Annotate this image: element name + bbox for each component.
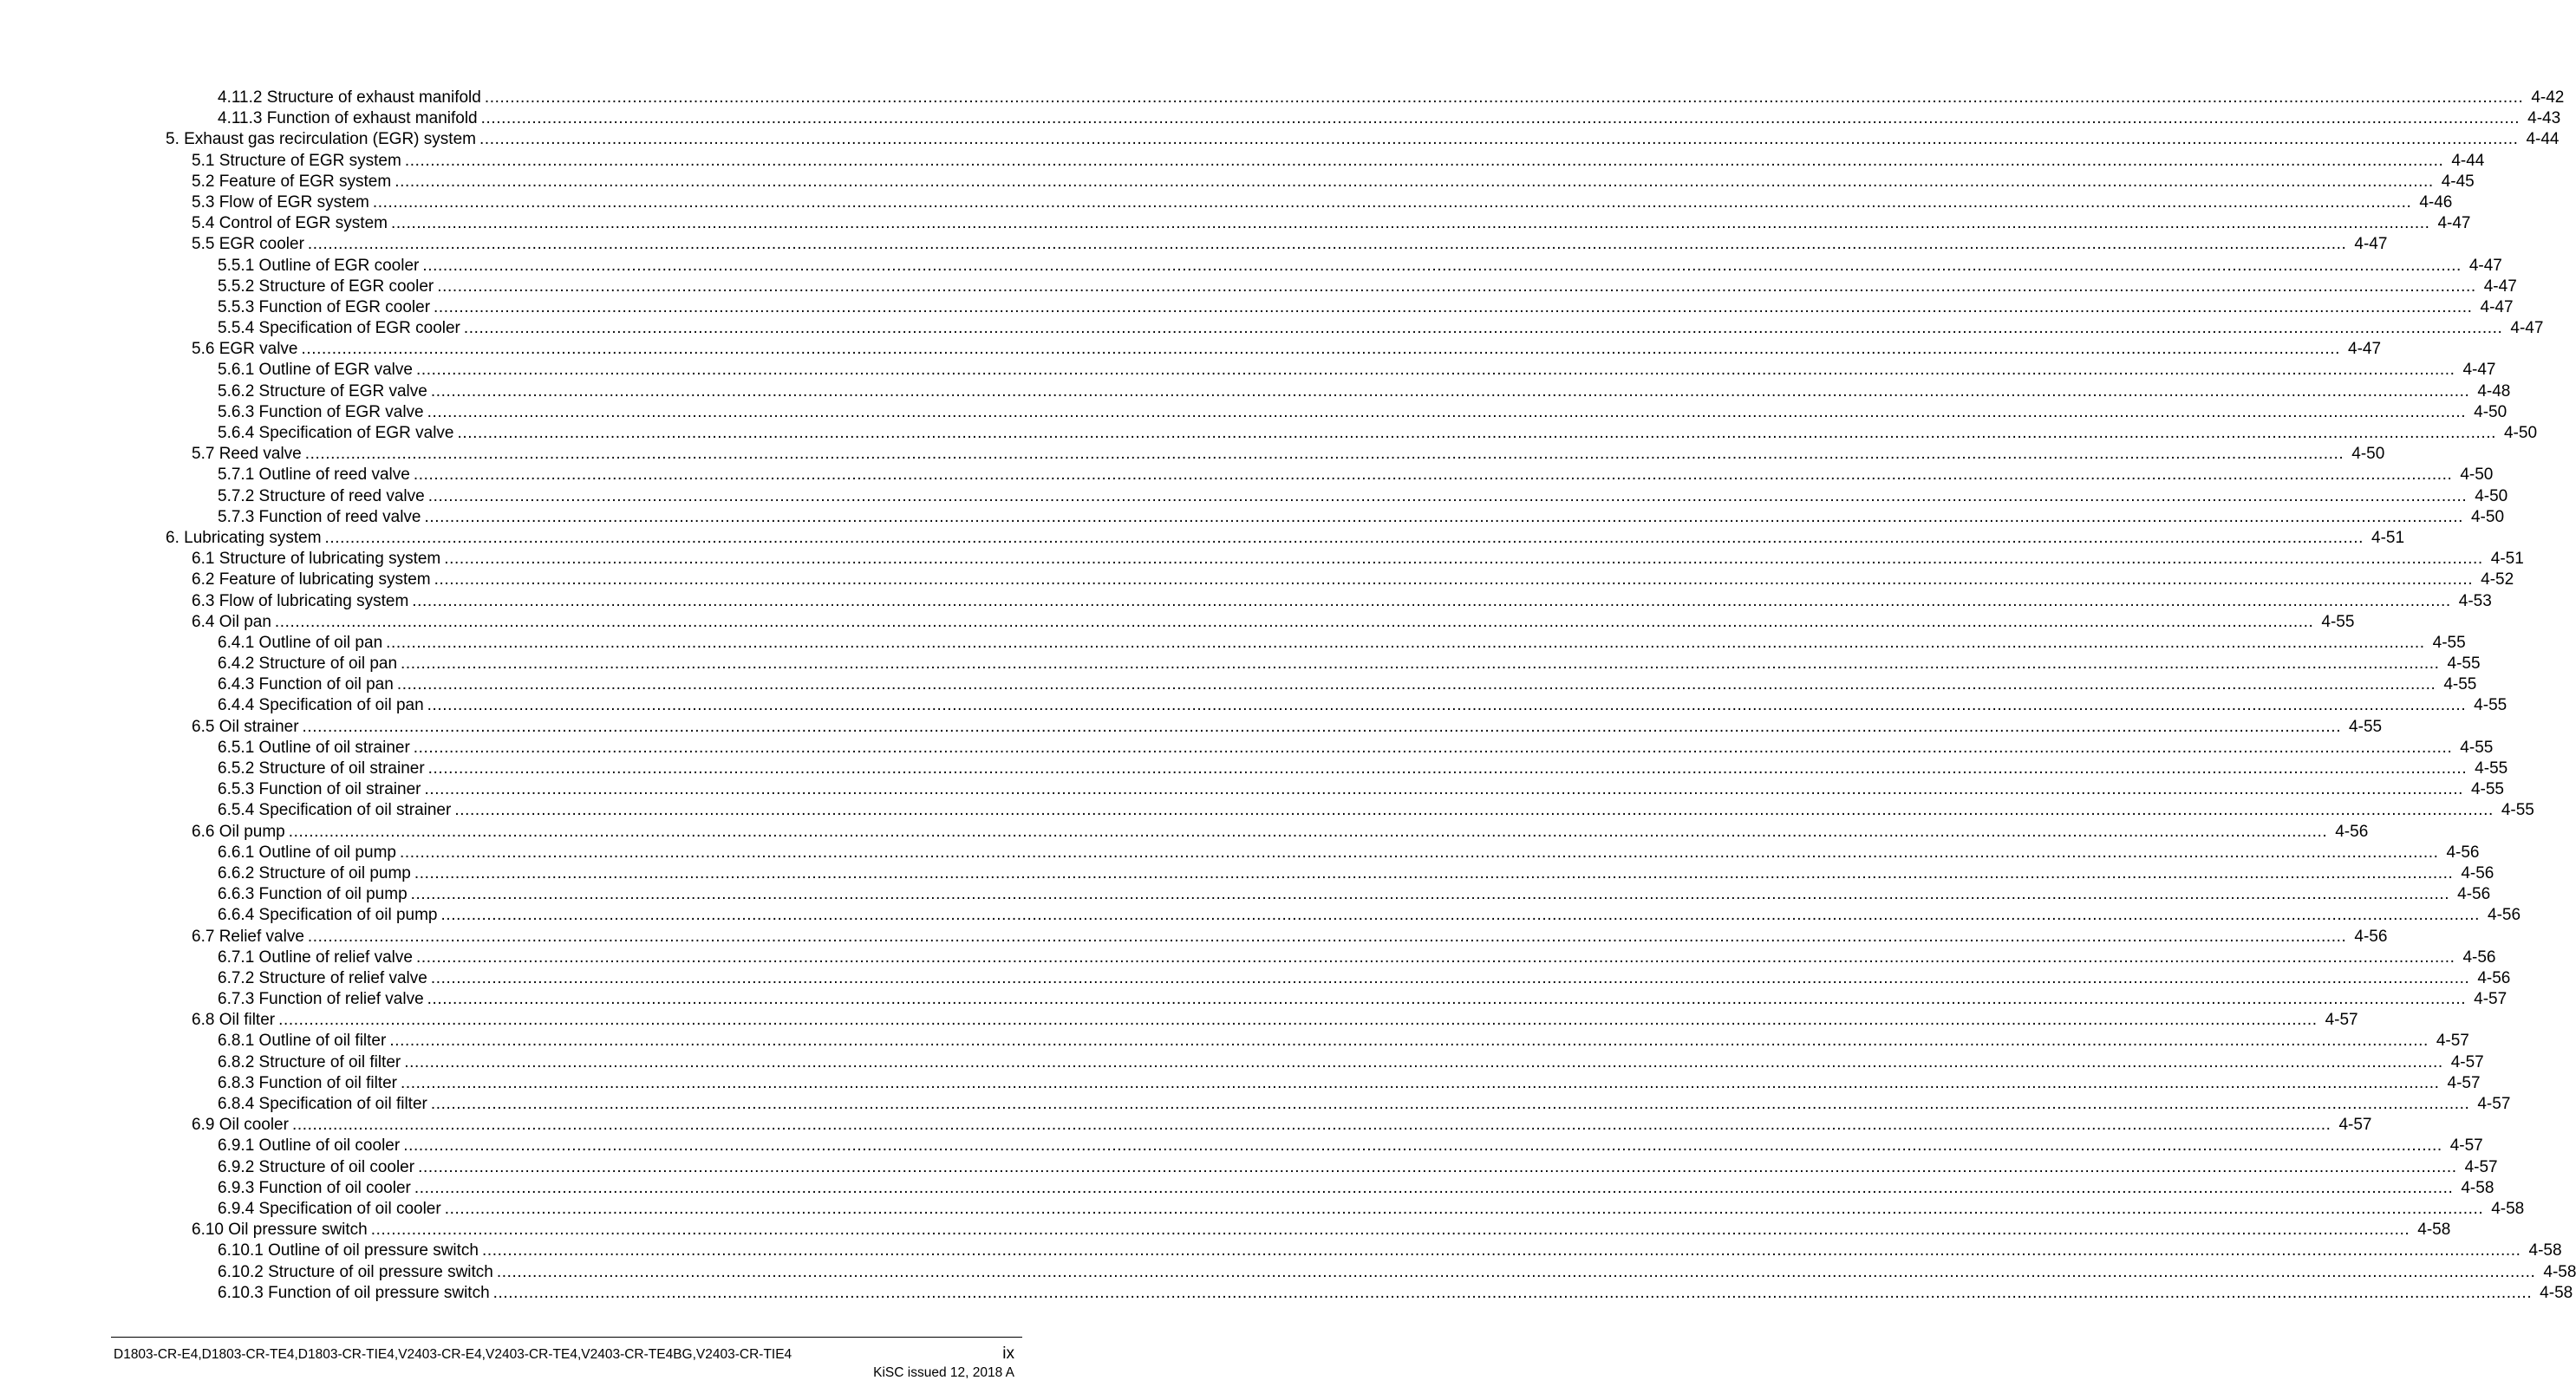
footer-issue-note: KiSC issued 12, 2018 A bbox=[873, 1365, 1014, 1380]
toc-entry-title: 6.6.2 Structure of oil pump bbox=[218, 863, 411, 882]
toc-entry-page: 4-47 bbox=[2348, 340, 2382, 359]
toc-dot-leader: ................................................................................................................................................................................................................................................................................................................................................................................................................ bbox=[386, 633, 2425, 652]
toc-entry-page: 4-56 bbox=[2457, 885, 2491, 904]
toc-entry-page: 4-57 bbox=[2450, 1052, 2484, 1071]
toc-entry[interactable] bbox=[0, 695, 2508, 716]
toc-dot-leader: ................................................................................................................................................................................................................................................................................................................................................................................................................ bbox=[399, 843, 2439, 862]
toc-entry-title: 5.3 Flow of EGR system bbox=[192, 192, 369, 212]
toc-entry-page: 4-50 bbox=[2475, 486, 2508, 505]
toc-dot-leader: ................................................................................................................................................................................................................................................................................................................................................................................................................ bbox=[278, 1011, 2318, 1030]
toc-entry-page: 4-58 bbox=[2491, 1199, 2525, 1218]
toc-entry[interactable] bbox=[0, 905, 2521, 926]
toc-entry-page: 4-55 bbox=[2460, 738, 2494, 757]
toc-dot-leader: ................................................................................................................................................................................................................................................................................................................................................................................................................ bbox=[401, 654, 2440, 674]
toc-entry[interactable] bbox=[0, 360, 2496, 381]
toc-dot-leader: ................................................................................................................................................................................................................................................................................................................................................................................................................ bbox=[427, 696, 2467, 715]
toc-entry[interactable] bbox=[0, 1220, 2451, 1240]
toc-entry-title: 6.5 Oil strainer bbox=[192, 717, 299, 736]
toc-dot-leader: ................................................................................................................................................................................................................................................................................................................................................................................................................ bbox=[414, 1178, 2454, 1197]
toc-entry-title: 5.7.2 Structure of reed valve bbox=[218, 486, 425, 505]
toc-entry[interactable] bbox=[0, 968, 2511, 989]
toc-entry-title: 6.1 Structure of lubricating system bbox=[192, 550, 441, 569]
toc-dot-leader: ................................................................................................................................................................................................................................................................................................................................................................................................................ bbox=[492, 1283, 2533, 1302]
toc-entry-title: 5.1 Structure of EGR system bbox=[192, 151, 401, 170]
toc-entry-page: 4-56 bbox=[2462, 947, 2496, 967]
toc-entry[interactable] bbox=[0, 843, 2480, 863]
toc-entry[interactable] bbox=[0, 1010, 2358, 1031]
toc-entry-page: 4-58 bbox=[2543, 1262, 2576, 1281]
toc-dot-leader: ................................................................................................................................................................................................................................................................................................................................................................................................................ bbox=[482, 1241, 2521, 1260]
toc-dot-leader: ................................................................................................................................................................................................................................................................................................................................................................................................................ bbox=[496, 1262, 2536, 1281]
toc-entry-title: 5.7 Reed valve bbox=[192, 445, 302, 464]
toc-entry-page: 4-50 bbox=[2460, 466, 2494, 485]
toc-entry[interactable] bbox=[0, 591, 2492, 612]
toc-entry[interactable] bbox=[0, 1094, 2511, 1115]
toc-entry[interactable] bbox=[0, 444, 2385, 465]
toc-entry[interactable] bbox=[0, 172, 2475, 192]
toc-dot-leader: ................................................................................................................................................................................................................................................................................................................................................................................................................ bbox=[454, 801, 2494, 820]
toc-entry-title: 5.2 Feature of EGR system bbox=[192, 172, 392, 191]
footer-divider bbox=[111, 1337, 1022, 1338]
toc-entry-page: 4-55 bbox=[2501, 801, 2534, 820]
toc-entry-page: 4-56 bbox=[2446, 843, 2480, 862]
toc-entry-page: 4-44 bbox=[2526, 130, 2560, 149]
toc-entry-page: 4-52 bbox=[2481, 570, 2514, 589]
toc-dot-leader: ................................................................................................................................................................................................................................................................................................................................................................................................................ bbox=[324, 528, 2364, 547]
toc-dot-leader: ................................................................................................................................................................................................................................................................................................................................................................................................................ bbox=[479, 130, 2519, 149]
toc-dot-leader: ................................................................................................................................................................................................................................................................................................................................................................................................................ bbox=[480, 109, 2521, 128]
toc-entry-title: 5.6.4 Specification of EGR valve bbox=[218, 424, 454, 442]
toc-entry[interactable] bbox=[0, 1073, 2481, 1094]
toc-entry-title: 6.4.4 Specification of oil pan bbox=[218, 696, 424, 715]
toc-entry[interactable] bbox=[0, 1136, 2483, 1156]
toc-entry-title: 6.5.4 Specification of oil strainer bbox=[218, 801, 452, 820]
toc-dot-leader: ................................................................................................................................................................................................................................................................................................................................................................................................................ bbox=[396, 675, 2436, 694]
toc-entry-page: 4-47 bbox=[2437, 214, 2471, 233]
toc-entry[interactable] bbox=[0, 256, 2502, 277]
toc-entry-title: 6.9 Oil cooler bbox=[192, 1116, 289, 1135]
toc-entry-title: 5.5 EGR cooler bbox=[192, 235, 304, 254]
toc-entry-page: 4-50 bbox=[2503, 424, 2538, 442]
toc-entry[interactable] bbox=[0, 318, 2544, 339]
toc-entry[interactable] bbox=[0, 1052, 2484, 1073]
toc-entry-page: 4-50 bbox=[2470, 507, 2505, 526]
footer-page-number: ix bbox=[1002, 1345, 1014, 1363]
toc-entry[interactable] bbox=[0, 822, 2369, 843]
toc-dot-leader: ................................................................................................................................................................................................................................................................................................................................................................................................................ bbox=[424, 780, 2463, 799]
toc-entry-page: 4-55 bbox=[2432, 633, 2466, 652]
toc-dot-leader: ................................................................................................................................................................................................................................................................................................................................................................................................................ bbox=[484, 88, 2524, 107]
toc-entry-page: 4-48 bbox=[2477, 381, 2511, 400]
toc-entry-title: 6.6 Oil pump bbox=[192, 822, 285, 841]
toc-dot-leader: ................................................................................................................................................................................................................................................................................................................................................................................................................ bbox=[424, 507, 2464, 526]
toc-entry-title: 5.6.3 Function of EGR valve bbox=[218, 402, 424, 421]
toc-entry-title: 6.9.1 Outline of oil cooler bbox=[218, 1136, 401, 1156]
toc-entry-title: 6.8 Oil filter bbox=[192, 1011, 276, 1030]
toc-dot-leader: ................................................................................................................................................................................................................................................................................................................................................................................................................ bbox=[302, 717, 2342, 736]
toc-dot-leader: ................................................................................................................................................................................................................................................................................................................................................................................................................ bbox=[410, 885, 2450, 904]
toc-entry[interactable] bbox=[0, 927, 2388, 947]
toc-entry-page: 4-58 bbox=[2528, 1241, 2562, 1260]
toc-entry-title: 4.11.2 Structure of exhaust manifold bbox=[218, 88, 481, 107]
toc-entry[interactable] bbox=[0, 1262, 2576, 1283]
toc-entry[interactable] bbox=[0, 1199, 2525, 1220]
toc-dot-leader: ................................................................................................................................................................................................................................................................................................................................................................................................................ bbox=[422, 256, 2462, 275]
toc-entry-page: 4-57 bbox=[2436, 1032, 2469, 1051]
toc-dot-leader: ................................................................................................................................................................................................................................................................................................................................................................................................................ bbox=[427, 402, 2467, 421]
toc-entry[interactable] bbox=[0, 1157, 2498, 1178]
toc-entry-page: 4-57 bbox=[2449, 1136, 2483, 1156]
toc-entry[interactable] bbox=[0, 863, 2494, 884]
toc-entry[interactable] bbox=[0, 486, 2508, 507]
toc-entry-title: 6.7 Relief valve bbox=[192, 927, 304, 946]
toc-entry[interactable] bbox=[0, 800, 2534, 821]
toc-entry[interactable] bbox=[0, 381, 2511, 402]
toc-entry-page: 4-50 bbox=[2474, 402, 2508, 421]
toc-dot-leader: ................................................................................................................................................................................................................................................................................................................................................................................................................ bbox=[304, 445, 2344, 464]
toc-entry-title: 5. Exhaust gas recirculation (EGR) system bbox=[166, 130, 476, 149]
toc-entry-page: 4-56 bbox=[2461, 863, 2494, 882]
toc-entry[interactable] bbox=[0, 192, 2453, 213]
toc-entry-page: 4-43 bbox=[2527, 109, 2561, 128]
toc-entry-title: 6.2 Feature of lubricating system bbox=[192, 570, 431, 589]
toc-entry-title: 5.6 EGR valve bbox=[192, 340, 298, 359]
toc-dot-leader: ................................................................................................................................................................................................................................................................................................................................................................................................................ bbox=[414, 863, 2454, 882]
toc-entry-title: 5.6.2 Structure of EGR valve bbox=[218, 381, 427, 400]
toc-dot-leader: ................................................................................................................................................................................................................................................................................................................................................................................................................ bbox=[430, 968, 2470, 987]
toc-entry-title: 6.7.3 Function of relief valve bbox=[218, 990, 424, 1009]
toc-entry-title: 6.5.3 Function of oil strainer bbox=[218, 780, 421, 799]
toc-entry-page: 4-55 bbox=[2475, 759, 2508, 778]
toc-entry-title: 6.10.2 Structure of oil pressure switch bbox=[218, 1262, 493, 1281]
toc-dot-leader: ................................................................................................................................................................................................................................................................................................................................................................................................................ bbox=[404, 1052, 2443, 1071]
toc-entry-title: 6.10 Oil pressure switch bbox=[192, 1221, 368, 1240]
toc-entry-title: 6.8.2 Structure of oil filter bbox=[218, 1052, 401, 1071]
toc-entry-page: 4-47 bbox=[2354, 235, 2388, 254]
toc-dot-leader: ................................................................................................................................................................................................................................................................................................................................................................................................................ bbox=[390, 214, 2430, 233]
toc-dot-leader: ................................................................................................................................................................................................................................................................................................................................................................................................................ bbox=[444, 1199, 2484, 1218]
toc-entry[interactable] bbox=[0, 884, 2491, 905]
toc-entry-page: 4-58 bbox=[2417, 1221, 2451, 1240]
toc-entry[interactable] bbox=[0, 549, 2524, 570]
toc-dot-leader: ................................................................................................................................................................................................................................................................................................................................................................................................................ bbox=[430, 381, 2470, 400]
toc-entry-title: 6.6.4 Specification of oil pump bbox=[218, 906, 438, 925]
toc-entry-page: 4-53 bbox=[2458, 591, 2492, 610]
toc-dot-leader: ................................................................................................................................................................................................................................................................................................................................................................................................................ bbox=[291, 1116, 2331, 1135]
toc-dot-leader: ................................................................................................................................................................................................................................................................................................................................................................................................................ bbox=[444, 550, 2483, 569]
toc-entry[interactable] bbox=[0, 277, 2517, 297]
toc-entry[interactable] bbox=[0, 947, 2496, 968]
toc-entry-page: 4-57 bbox=[2338, 1116, 2372, 1135]
toc-entry[interactable] bbox=[0, 1240, 2562, 1261]
toc-dot-leader: ................................................................................................................................................................................................................................................................................................................................................................................................................ bbox=[274, 612, 2314, 631]
toc-entry[interactable] bbox=[0, 674, 2477, 695]
toc-entry-title: 6.5.2 Structure of oil strainer bbox=[218, 759, 425, 778]
toc-entry-page: 4-57 bbox=[2477, 1095, 2511, 1113]
toc-entry[interactable] bbox=[0, 570, 2514, 590]
toc-entry[interactable] bbox=[0, 108, 2561, 129]
toc-dot-leader: ................................................................................................................................................................................................................................................................................................................................................................................................................ bbox=[440, 906, 2481, 925]
toc-dot-leader: ................................................................................................................................................................................................................................................................................................................................................................................................................ bbox=[418, 1157, 2457, 1176]
toc-entry-page: 4-58 bbox=[2540, 1283, 2573, 1302]
toc-entry-page: 4-47 bbox=[2510, 319, 2544, 338]
toc-entry-title: 6.5.1 Outline of oil strainer bbox=[218, 738, 410, 757]
toc-entry[interactable] bbox=[0, 989, 2508, 1010]
toc-entry[interactable] bbox=[0, 129, 2560, 150]
toc-entry-page: 4-56 bbox=[2354, 927, 2388, 946]
toc-entry-title: 6.4.1 Outline of oil pan bbox=[218, 633, 383, 652]
toc-entry-title: 6.4.3 Function of oil pan bbox=[218, 675, 394, 694]
toc-entry-title: 6.4 Oil pan bbox=[192, 612, 271, 631]
toc-dot-leader: ................................................................................................................................................................................................................................................................................................................................................................................................................ bbox=[437, 277, 2476, 296]
table-of-contents bbox=[0, 88, 2576, 1304]
toc-entry-page: 4-47 bbox=[2480, 297, 2514, 316]
toc-dot-leader: ................................................................................................................................................................................................................................................................................................................................................................................................................ bbox=[457, 424, 2497, 442]
toc-entry-page: 4-55 bbox=[2470, 780, 2504, 799]
toc-dot-leader: ................................................................................................................................................................................................................................................................................................................................................................................................................ bbox=[301, 340, 2341, 359]
footer-model-list: D1803-CR-E4,D1803-CR-TE4,D1803-CR-TIE4,V2403-CR-E4,V2403-CR-TE4,V2403-CR-TE4BG,V2403-CR-TIE4 bbox=[114, 1347, 792, 1362]
toc-entry-title: 4.11.3 Function of exhaust manifold bbox=[218, 109, 478, 128]
toc-entry[interactable] bbox=[0, 612, 2355, 633]
toc-dot-leader: ................................................................................................................................................................................................................................................................................................................................................................................................................ bbox=[372, 192, 2412, 212]
toc-entry-page: 4-46 bbox=[2419, 192, 2453, 212]
toc-entry-page: 4-57 bbox=[2325, 1011, 2358, 1030]
toc-dot-leader: ................................................................................................................................................................................................................................................................................................................................................................................................................ bbox=[415, 361, 2455, 380]
toc-entry[interactable] bbox=[0, 151, 2485, 172]
toc-entry-page: 4-44 bbox=[2451, 151, 2485, 170]
toc-dot-leader: ................................................................................................................................................................................................................................................................................................................................................................................................................ bbox=[434, 297, 2473, 316]
toc-entry-title: 6.6.3 Function of oil pump bbox=[218, 885, 408, 904]
toc-dot-leader: ................................................................................................................................................................................................................................................................................................................................................................................................................ bbox=[413, 738, 2453, 757]
toc-dot-leader: ................................................................................................................................................................................................................................................................................................................................................................................................................ bbox=[401, 1073, 2440, 1092]
toc-entry-title: 6.6.1 Outline of oil pump bbox=[218, 843, 396, 862]
toc-entry[interactable] bbox=[0, 1115, 2372, 1136]
toc-dot-leader: ................................................................................................................................................................................................................................................................................................................................................................................................................ bbox=[395, 172, 2434, 191]
toc-entry-page: 4-57 bbox=[2474, 990, 2508, 1009]
toc-entry-title: 5.7.1 Outline of reed valve bbox=[218, 466, 410, 485]
toc-entry-page: 4-51 bbox=[2371, 528, 2405, 547]
toc-entry-title: 6.4.2 Structure of oil pan bbox=[218, 654, 398, 674]
toc-dot-leader: ................................................................................................................................................................................................................................................................................................................................................................................................................ bbox=[434, 570, 2474, 589]
toc-entry-page: 4-45 bbox=[2441, 172, 2475, 191]
toc-dot-leader: ................................................................................................................................................................................................................................................................................................................................................................................................................ bbox=[427, 990, 2467, 1009]
toc-entry-title: 5.5.4 Specification of EGR cooler bbox=[218, 319, 460, 338]
toc-entry-title: 5.4 Control of EGR system bbox=[192, 214, 388, 233]
toc-entry-title: 5.7.3 Function of reed valve bbox=[218, 507, 421, 526]
toc-entry-page: 4-55 bbox=[2447, 654, 2481, 674]
toc-entry-page: 4-47 bbox=[2468, 256, 2502, 275]
toc-dot-leader: ................................................................................................................................................................................................................................................................................................................................................................................................................ bbox=[427, 759, 2468, 778]
toc-entry[interactable] bbox=[0, 297, 2514, 318]
toc-dot-leader: ................................................................................................................................................................................................................................................................................................................................................................................................................ bbox=[403, 1136, 2442, 1156]
toc-entry[interactable] bbox=[0, 507, 2505, 528]
toc-entry[interactable] bbox=[0, 1178, 2494, 1199]
toc-entry-page: 4-55 bbox=[2474, 696, 2508, 715]
toc-entry[interactable] bbox=[0, 717, 2383, 738]
toc-entry[interactable] bbox=[0, 528, 2405, 549]
toc-entry-page: 4-50 bbox=[2351, 445, 2385, 464]
toc-dot-leader: ................................................................................................................................................................................................................................................................................................................................................................................................................ bbox=[288, 822, 2328, 841]
toc-entry[interactable] bbox=[0, 423, 2538, 444]
toc-entry[interactable] bbox=[0, 234, 2388, 255]
toc-entry[interactable] bbox=[0, 1283, 2573, 1304]
toc-entry-page: 4-51 bbox=[2490, 550, 2524, 569]
toc-dot-leader: ................................................................................................................................................................................................................................................................................................................................................................................................................ bbox=[307, 235, 2347, 254]
toc-entry-page: 4-55 bbox=[2349, 717, 2383, 736]
toc-entry[interactable] bbox=[0, 633, 2466, 654]
toc-entry[interactable] bbox=[0, 88, 2565, 108]
toc-entry-page: 4-47 bbox=[2483, 277, 2517, 296]
toc-entry-page: 4-56 bbox=[2477, 968, 2511, 987]
toc-entry-page: 4-42 bbox=[2531, 88, 2565, 107]
toc-entry-title: 6.7.2 Structure of relief valve bbox=[218, 968, 427, 987]
toc-entry-title: 5.5.2 Structure of EGR cooler bbox=[218, 277, 434, 296]
toc-entry-title: 6.9.4 Specification of oil cooler bbox=[218, 1199, 441, 1218]
toc-dot-leader: ................................................................................................................................................................................................................................................................................................................................................................................................................ bbox=[415, 947, 2455, 967]
toc-entry-title: 6.10.3 Function of oil pressure switch bbox=[218, 1283, 490, 1302]
toc-dot-leader: ................................................................................................................................................................................................................................................................................................................................................................................................................ bbox=[307, 927, 2347, 946]
toc-dot-leader: ................................................................................................................................................................................................................................................................................................................................................................................................................ bbox=[370, 1221, 2410, 1240]
toc-entry[interactable] bbox=[0, 654, 2481, 674]
toc-entry-page: 4-56 bbox=[2488, 906, 2521, 925]
toc-entry-title: 6.3 Flow of lubricating system bbox=[192, 591, 409, 610]
toc-dot-leader: ................................................................................................................................................................................................................................................................................................................................................................................................................ bbox=[463, 319, 2503, 338]
toc-dot-leader: ................................................................................................................................................................................................................................................................................................................................................................................................................ bbox=[430, 1095, 2470, 1113]
toc-entry-title: 6.8.1 Outline of oil filter bbox=[218, 1032, 387, 1051]
toc-entry-title: 6. Lubricating system bbox=[166, 528, 322, 547]
toc-entry[interactable] bbox=[0, 465, 2494, 485]
toc-entry-page: 4-58 bbox=[2461, 1178, 2494, 1197]
toc-entry[interactable] bbox=[0, 759, 2508, 779]
toc-entry-page: 4-57 bbox=[2447, 1073, 2481, 1092]
toc-entry[interactable] bbox=[0, 402, 2508, 423]
toc-entry[interactable] bbox=[0, 1031, 2469, 1052]
toc-entry[interactable] bbox=[0, 779, 2504, 800]
toc-dot-leader: ................................................................................................................................................................................................................................................................................................................................................................................................................ bbox=[413, 466, 2453, 485]
toc-dot-leader: ................................................................................................................................................................................................................................................................................................................................................................................................................ bbox=[404, 151, 2444, 170]
toc-entry-page: 4-57 bbox=[2464, 1157, 2498, 1176]
toc-entry-title: 5.5.1 Outline of EGR cooler bbox=[218, 256, 420, 275]
toc-entry-title: 6.10.1 Outline of oil pressure switch bbox=[218, 1241, 479, 1260]
toc-entry-title: 6.7.1 Outline of relief valve bbox=[218, 947, 413, 967]
toc-entry-title: 5.5.3 Function of EGR cooler bbox=[218, 297, 431, 316]
toc-entry[interactable] bbox=[0, 213, 2471, 234]
toc-dot-leader: ................................................................................................................................................................................................................................................................................................................................................................................................................ bbox=[412, 591, 2451, 610]
toc-entry-page: 4-55 bbox=[2443, 675, 2477, 694]
toc-entry-title: 5.6.1 Outline of EGR valve bbox=[218, 361, 413, 380]
toc-entry-title: 6.9.3 Function of oil cooler bbox=[218, 1178, 411, 1197]
toc-entry-page: 4-47 bbox=[2462, 361, 2496, 380]
toc-entry-page: 4-55 bbox=[2321, 612, 2355, 631]
toc-entry-title: 6.8.4 Specification of oil filter bbox=[218, 1095, 427, 1113]
toc-entry-title: 6.9.2 Structure of oil cooler bbox=[218, 1157, 415, 1176]
toc-entry-title: 6.8.3 Function of oil filter bbox=[218, 1073, 397, 1092]
toc-dot-leader: ................................................................................................................................................................................................................................................................................................................................................................................................................ bbox=[427, 486, 2468, 505]
toc-entry[interactable] bbox=[0, 738, 2494, 759]
toc-dot-leader: ................................................................................................................................................................................................................................................................................................................................................................................................................ bbox=[389, 1032, 2429, 1051]
toc-entry[interactable] bbox=[0, 339, 2382, 360]
toc-entry-page: 4-56 bbox=[2335, 822, 2369, 841]
